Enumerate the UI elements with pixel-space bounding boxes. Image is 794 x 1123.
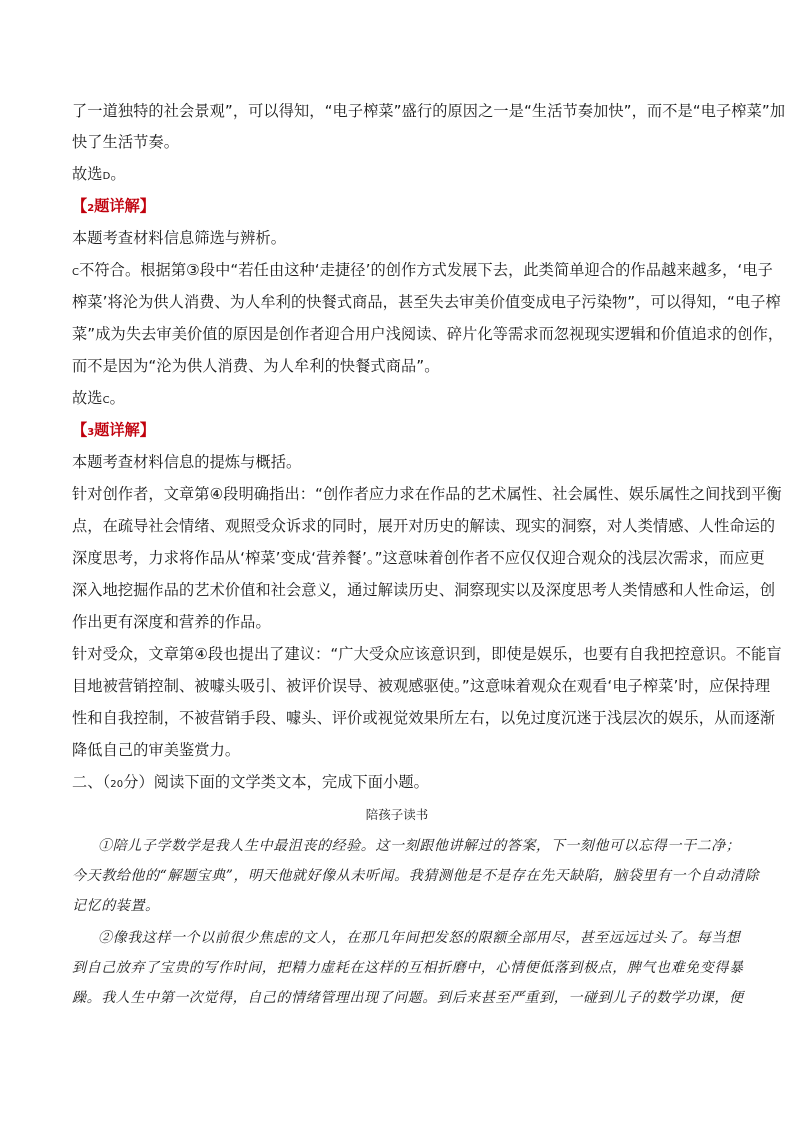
section-heading-q3 (72, 420, 155, 443)
answer-text-line: 深度思考，力求将作品从‘榨菜’变成‘营养餐’。”这意味着创作者不应仅仅迎合观众的浅层次需求，而应更 (72, 549, 765, 567)
section-heading-q2 (72, 196, 155, 219)
answer-text-line: 降低自己的审美鉴赏力。 (72, 741, 241, 759)
section-two-heading (72, 772, 732, 795)
question-number: 3 (87, 427, 95, 438)
answer-text-line: 针对受众，文章第④段也提出了建议：“广大受众应该意识到，即使是娱乐，也要有自我把控意识。不能盲 (72, 645, 782, 663)
choice-letter: D (102, 171, 111, 182)
question-number: 2 (87, 203, 95, 214)
bracket-open: 【 (72, 197, 88, 215)
passage-line: 记忆的装置。 (72, 898, 160, 914)
passage-title: 陪孩子读书 (365, 807, 429, 822)
answer-text: 不符合。根据第③段中“若任由这种‘走捷径’的创作方式发展下去，此类简单迎合的作品越来越多，‘电子 (79, 261, 773, 279)
passage-line: 到自己放弃了宝贵的写作时间，把精力虚耗在这样的互相折磨中，心情便低落到极点，脾气也难免变得暴 (72, 960, 744, 976)
answer-text-line: 本题考查材料信息的提炼与概括。 (72, 453, 302, 471)
section-instruction: 分）阅读下面的文学类文本，完成下面小题。 (123, 773, 429, 791)
answer-text-line (72, 260, 773, 283)
choice-letter: C (102, 395, 110, 406)
passage-line: ②像我这样一个以前很少焦虑的文人，在那几年间把发怒的限额全部用尽，甚至远远过头了。每当想 (98, 930, 741, 946)
answer-text-line: 而不是因为“沦为供人消费、为人牟利的快餐式商品”。 (72, 357, 440, 375)
section-prefix: 二、（ (72, 773, 111, 791)
choice-prefix: 故选 (72, 165, 103, 183)
answer-text-line: 了一道独特的社会景观”，可以得知，“电子榨菜”盛行的原因之一是“生活节奏加快”，而不是“电子榨菜”加 (72, 102, 786, 120)
answer-text-line: 作出更有深度和营养的作品。 (72, 613, 271, 631)
answer-text-line: 点，在疏导社会情绪、观照受众诉求的同时，展开对历史的解读、现实的洞察，对人类情感、人性命运的 (72, 517, 776, 535)
passage-line: 躁。我人生中第一次觉得，自己的情绪管理出现了问题。到后来甚至严重到，一碰到儿子的数学功课，便 (72, 990, 744, 1006)
bracket-open: 【 (72, 421, 88, 439)
choice-line (72, 164, 732, 187)
answer-text-line: 性和自我控制，不被营销手段、噱头、评价或视觉效果所左右，以免过度沉迷于浅层次的娱乐，从而逐渐 (72, 709, 776, 727)
score-value: 20 (110, 779, 124, 790)
choice-suffix: 。 (110, 165, 126, 183)
answer-text-line: 本题考查材料信息筛选与辨析。 (72, 229, 287, 247)
heading-text: 题详解】 (94, 197, 155, 215)
answer-text-line: 菜”成为失去审美价值的原因是创作者迎合用户浅阅读、碎片化等需求而忽视现实逻辑和价值追求的创作， (72, 325, 784, 343)
choice-letter: C (72, 267, 80, 278)
answer-text-line: 榨菜’将沦为供人消费、为人牟利的快餐式商品，甚至失去审美价值变成电子污染物”，可以得知，“电子榨 (72, 293, 781, 311)
answer-text-line: 针对创作者，文章第④段明确指出：“创作者应力求在作品的艺术属性、社会属性、娱乐属性之间找到平衡 (72, 485, 782, 503)
passage-line: 今天教给他的“解题宝典”，明天他就好像从未听闻。我猜测他是不是存在先天缺陷，脑袋里有一个自动清除 (72, 868, 760, 884)
passage-line: ①陪儿子学数学是我人生中最沮丧的经验。这一刻跟他讲解过的答案，下一刻他可以忘得一干二净； (98, 838, 741, 854)
choice-prefix: 故选 (72, 389, 103, 407)
answer-text-line: 目地被营销控制、被噱头吸引、被评价误导、被观感驱使。”这意味着观众在观看‘电子榨菜’时，应保持理 (72, 677, 771, 695)
heading-text: 题详解】 (94, 421, 155, 439)
answer-text-line: 快了生活节奏。 (72, 133, 180, 151)
choice-suffix: 。 (109, 389, 125, 407)
answer-text-line: 深入地挖掘作品的艺术价值和社会意义，通过解读历史、洞察现实以及深度思考人类情感和人性命运，创 (72, 581, 776, 599)
choice-line (72, 388, 732, 411)
